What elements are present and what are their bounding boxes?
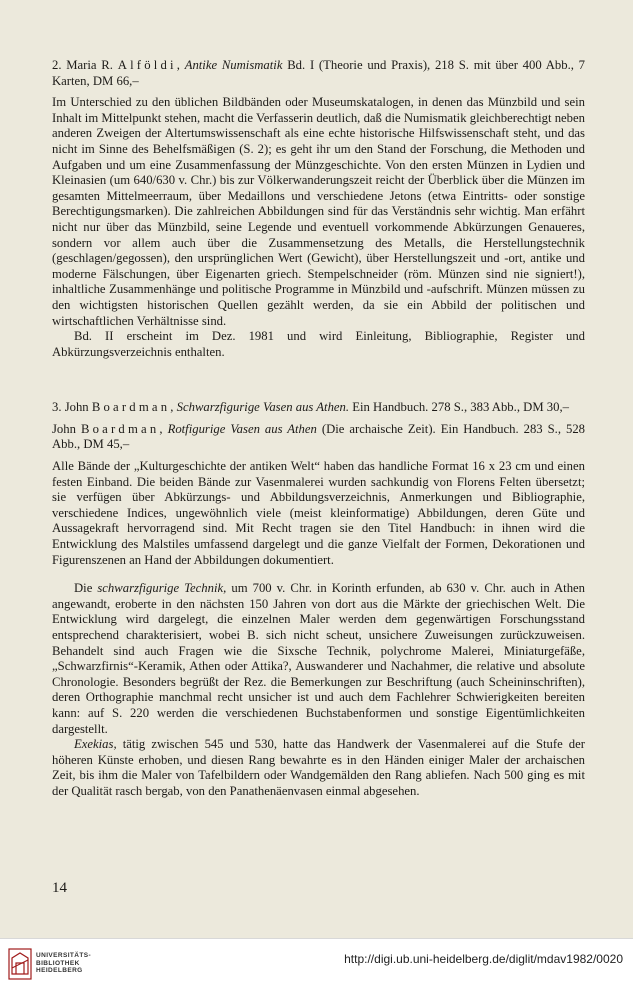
book-title: Antike Numismatik — [184, 58, 283, 72]
university-library-logo-icon[interactable] — [8, 948, 32, 980]
book-title: Rotfigurige Vasen aus Athen — [167, 421, 317, 436]
book-details: (Die archaische Zeit). Ein Handbuch. 283 S., 528 Abb., DM 45,– — [52, 421, 586, 452]
page-number: 14 — [52, 880, 67, 896]
paragraph-text: um 700 v. Chr. in Korinth erfunden, ab 630 v. Chr. auch in Athen angewandt, eroberte in den nächsten 150 Jahren von dort aus die Märkte der griechischen Welt. Die Entwicklung wird dargelegt, die einzelnen Maler werden dem gegenwärtigen Forschungsstand entsprechend charakterisiert, wobei B. sich nicht scheut, unsichere Zuweisungen zurückzuweisen. Behandelt sind auch Fragen wie die Sixsche Technik, polychrome Malerei, Miniaturgefäße, „Schwarzfirnis“-Keramik, Athen oder Attika?, Auswanderer und Nachahmer, die relative und absolute Chronologie. Besonders begrüßt der Rez. die Bemerkungen zur Beschriftung (auch Scheininschriften), deren Orthographie manchmal recht unsicher ist und auch dem Fachlehrer Schwierigkeiten bereiten kann: auf S. 220 werden die verschiedenen Buchstabenformen und sonstige Eigentümlichkeiten dargestellt. — [52, 581, 586, 736]
page-body — [52, 58, 585, 800]
book-title: Schwarzfigurige Vasen aus Athen. — [176, 400, 350, 415]
author-last-name: Boardman — [80, 421, 160, 436]
paragraph-lead: Die — [74, 581, 93, 596]
entry-2-heading: 2. Maria R. Alföldi, Antike Numismatik Bd. I (Theorie und Praxis), 218 S. mit über 400 Abb., 7 Karten, DM 66,– — [52, 58, 586, 88]
entry-number: 3. — [52, 400, 62, 415]
author-last-name: Alföldi — [117, 58, 177, 72]
library-name-line: HEIDELBERG — [36, 967, 83, 975]
entry-3-paragraph-1: Alle Bände der „Kulturgeschichte der antiken Welt“ haben das handliche Format 16 x 23 cm und einen festen Einband. Die beiden Bände zur Vasenmalerei wurden sachkundig von Florens Felten übersetzt; sie verfügen über Abkürzungs- und Abbildungsverzeichnis, Anmerkungen und Bibliographie, verschiedene Indices, ungewöhnlich viele (meist kleinformatige) Abbildungen, deren Güte und Aussagekraft hervorragend sind. Mit Recht tragen sie den Titel Handbuch: in ihnen wird die Entwicklung des Malstiles umfassend dargelegt und die ganze Vielfalt der Formen, Dekorationen und Figurenszenen an Hand der Abbildungen dokumentiert. — [52, 459, 585, 567]
paragraph-text: tätig zwischen 545 und 530, hatte das Handwerk der Vasenmalerei auf die Stufe der höheren Künste erhoben, und diesen Rang bewahrte es in den Händen einiger Maler der archaischen Zeit, bis ihm die Maler von Tafelbildern oder Wandgemälden den Rang abliefen. Nach 500 ging es mit der Qualität rasch bergab, von den Panathenäenvasen einmal abgesehen. — [52, 737, 585, 798]
entry-3-paragraph-3 — [52, 737, 585, 799]
emphasized-term: schwarzfigurige Technik, — [97, 581, 227, 596]
library-name-line: UNIVERSITÄTS- — [36, 952, 92, 959]
entry-3-heading-b: John Boardman, Rotfigurige Vasen aus Athen (Die archaische Zeit). Ein Handbuch. 283 S., 528 Abb., DM 45,– — [52, 421, 586, 452]
author-first-name: Maria R. — [66, 58, 113, 72]
book-details: Ein Handbuch. 278 S., 383 Abb., DM 30,– — [352, 400, 569, 415]
author-last-name: Boardman — [91, 400, 171, 415]
entry-3-heading-a: 3. John Boardman, Schwarzfigurige Vasen aus Athen. Ein Handbuch. 278 S., 383 Abb., DM 30,– — [52, 400, 569, 415]
emphasized-term: Exekias, — [74, 737, 117, 752]
library-name[interactable] — [36, 952, 91, 975]
permalink-url[interactable]: http://digi.ub.uni-heidelberg.de/diglit/mdav1982/0020 — [344, 952, 623, 966]
digitization-footer — [0, 938, 633, 989]
entry-2-review: Im Unterschied zu den üblichen Bildbänden oder Museumskatalogen, in denen das Münzbild und sein Inhalt im Mittelpunkt stehen, macht die Verfasserin deutlich, daß die Numismatik gleichberechtigt neben anderen Zweigen der Altertumswissenschaft als eine echte historische Hilfswissenschaft steht, und das nicht im Sinne des Behelfsmäßigen (S. 2); es geht ihr um den Stand der Forschung, die Methoden und Aufgaben und um eine Zusammenfassung der Münzgeschichte. Von den ersten Münzen in Lydien und Kleinasien (um 640/630 v. Chr.) bis zur Völkerwanderungszeit reicht der Überblick über die Münzen im gesamten Mittelmeerraum, über Medaillons und verschiedene Jetons (etwa Eintritts- oder sonstige Berechtigungsmarken). Die zahlreichen Abbildungen sind für das Verständnis sehr wichtig. Man erfährt nicht nur über das Münzbild, seine Legende und eventuell vorkommende Abkürzungen Genaueres, sondern vor allem auch über die Zusammensetzung des Metalls, die Herstellungstechnik (geschlagen/gegossen), den ursprünglichen Wert (Gewicht), über Herstellungszeit und -ort, antike und moderne Fälschungen, über Eigenarten griech. Stempelschneider (röm. Münzen sind nie signiert!), inhaltliche Zusammenhänge und politische Programme in Münzbild und -aufschrift. Münzen müssen zu den wichtigsten historischen Quellen gezählt werden, da sie ein Abbild der politischen und wirtschaftlichen Verhältnisse sind. — [52, 95, 585, 328]
book-details: Bd. I (Theorie und Praxis), 218 S. mit über 400 Abb., 7 Karten, DM 66,– — [52, 58, 586, 88]
author-first-name: John — [64, 400, 89, 415]
entry-number: 2. — [52, 58, 62, 72]
entry-2-note: Bd. II erscheint im Dez. 1981 und wird Einleitung, Bibliographie, Register und Abkürzungsverzeichnis enthalten. — [52, 329, 585, 359]
library-name-line: BIBLIOTHEK — [36, 959, 80, 967]
author-first-name: John — [52, 421, 76, 436]
entry-3-paragraph-2 — [52, 581, 585, 737]
